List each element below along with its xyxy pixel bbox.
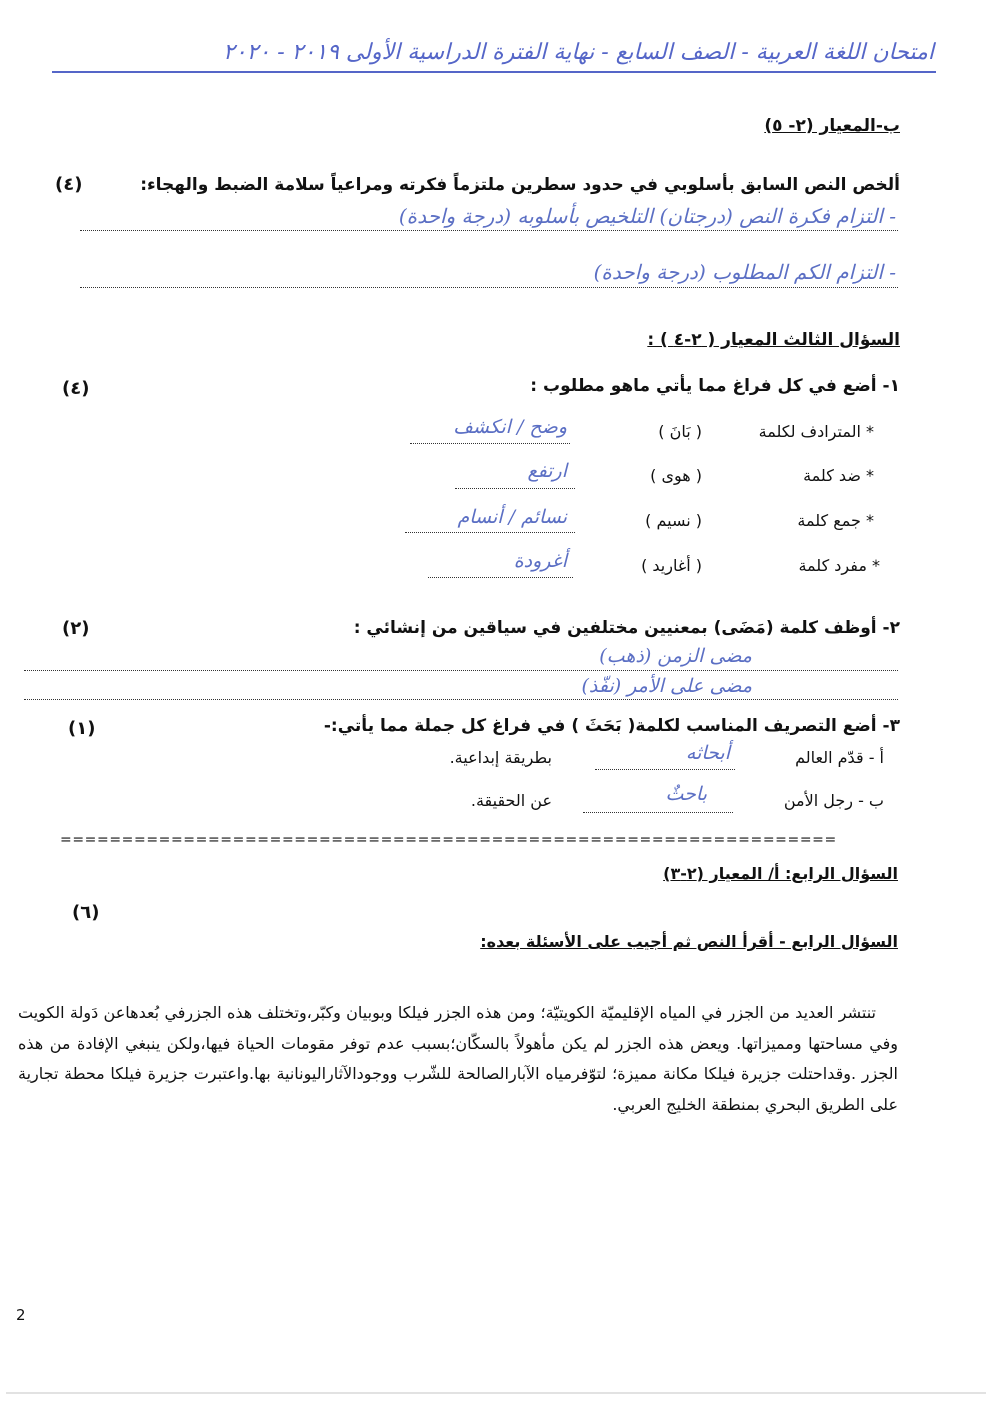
section-b-instruction: ألخص النص السابق بأسلوبي في حدود سطرين ملتزماً فكرته ومراعياً سلامة الضبط والهجاء: bbox=[140, 175, 900, 195]
singular-label: * مفرد كلمة bbox=[798, 556, 880, 575]
q3-part2-instruction: ٢- أوظف كلمة (مَضَى) بمعنيين مختلفين في سياقين من إنشائي : bbox=[353, 618, 900, 638]
singular-word: ( أغاريد ) bbox=[641, 556, 702, 575]
q3-title: السؤال الثالث المعيار ( ٢-٤ ) : bbox=[647, 330, 900, 350]
summary-answer-1: - التزام فكرة النص (درجتان) التلخيص بأسلوبه (درجة واحدة) bbox=[398, 204, 896, 228]
context-answer-1: مضى الزمن (ذهب) bbox=[599, 645, 752, 667]
section-separator: =============================================================== bbox=[60, 832, 837, 848]
exam-header-title: امتحان اللغة العربية - الصف السابع - نهاية الفترة الدراسية الأولى ٢٠١٩ - ٢٠٢٠ bbox=[222, 40, 934, 65]
sentence-a-suffix: بطريقة إبداعية. bbox=[449, 748, 552, 767]
summary-line-1 bbox=[80, 229, 898, 231]
context-line-1 bbox=[24, 669, 898, 671]
plural-answer: نسائم / أنسام bbox=[457, 506, 567, 528]
antonym-blank bbox=[455, 487, 575, 489]
antonym-answer: ارتفع bbox=[527, 460, 567, 482]
sentence-b-suffix: عن الحقيقة. bbox=[470, 791, 552, 810]
section-b-title: ب-المعيار (٢- ٥) bbox=[764, 116, 900, 136]
page-number: 2 bbox=[16, 1306, 26, 1324]
antonym-word: ( هوى ) bbox=[650, 466, 702, 485]
plural-label: * جمع كلمة bbox=[797, 511, 874, 530]
sentence-a-answer: أبحاثه bbox=[685, 742, 730, 764]
singular-blank bbox=[428, 576, 573, 578]
q4-instruction: السؤال الرابع - أقرأ النص ثم أجيب على الأسئلة بعده: bbox=[480, 932, 898, 951]
q4-score: (٦) bbox=[72, 902, 100, 923]
synonym-word: ( بَانَ ) bbox=[658, 422, 702, 441]
sentence-b-prefix: ب - رجل الأمن bbox=[783, 791, 884, 810]
antonym-label: * ضد كلمة bbox=[803, 466, 874, 485]
sentence-a-prefix: أ - قدّم العالم bbox=[795, 748, 884, 767]
q3-part1-instruction: ١- أضع في كل فراغ مما يأتي ماهو مطلوب : bbox=[530, 376, 900, 396]
section-b-score: (٤) bbox=[55, 174, 83, 195]
q4-passage: تنتشر العديد من الجزر في المياه الإقليميّة الكويتيّة؛ ومن هذه الجزر فيلكا وبوبيان وكبّر،وتختلف هذه الجزرفي بُعدهاعن دَولة الكويت وفي مساحتها ومميزاتها. ويعض هذه الجزر لم يكن مأهولاً بالسكّان؛بسبب عدم توفر مقومات الحياة فيها،ولكن ينبغي الإفادة من هذه الجزر .وقداحتلت جزيرة فيلكا مكانة مميزة؛ لتوّفرمياه الآبارالصالحة للشّرب ووجودالآثاراليونانية بها.واعتبرت جزيرة فيلكا محطة تجارية على الطريق البحري بمنطقة الخليج العربي. bbox=[18, 1003, 898, 1114]
context-answer-2: مضى على الأمر (نفّذ) bbox=[581, 675, 752, 697]
sentence-a-blank bbox=[595, 768, 735, 770]
sentence-b-answer: باحثٌ bbox=[665, 783, 707, 805]
footer-rule bbox=[6, 1392, 986, 1394]
q3-part3-instruction: ٣- أضع التصريف المناسب لكلمة( بَحَثَ ) في فراغ كل جملة مما يأتي:- bbox=[323, 716, 900, 736]
context-line-2 bbox=[24, 698, 898, 700]
summary-answer-2: - التزام الكم المطلوب (درجة واحدة) bbox=[593, 260, 896, 284]
plural-blank bbox=[405, 531, 575, 533]
q3-part1-score: (٤) bbox=[62, 378, 90, 399]
q4-title: السؤال الرابع: أ/ المعيار (٢-٣) bbox=[663, 864, 898, 883]
sentence-b-blank bbox=[583, 811, 733, 813]
plural-word: ( نسيم ) bbox=[645, 511, 702, 530]
header-underline bbox=[52, 71, 936, 73]
synonym-blank bbox=[410, 442, 570, 444]
summary-line-2 bbox=[80, 286, 898, 288]
singular-answer: أغرودة bbox=[513, 550, 567, 572]
synonym-answer: وضح / انكشف bbox=[453, 416, 567, 438]
q3-part2-score: (٢) bbox=[62, 618, 90, 639]
q3-part3-score: (١) bbox=[68, 718, 96, 739]
synonym-label: * المترادف لكلمة bbox=[758, 422, 874, 441]
